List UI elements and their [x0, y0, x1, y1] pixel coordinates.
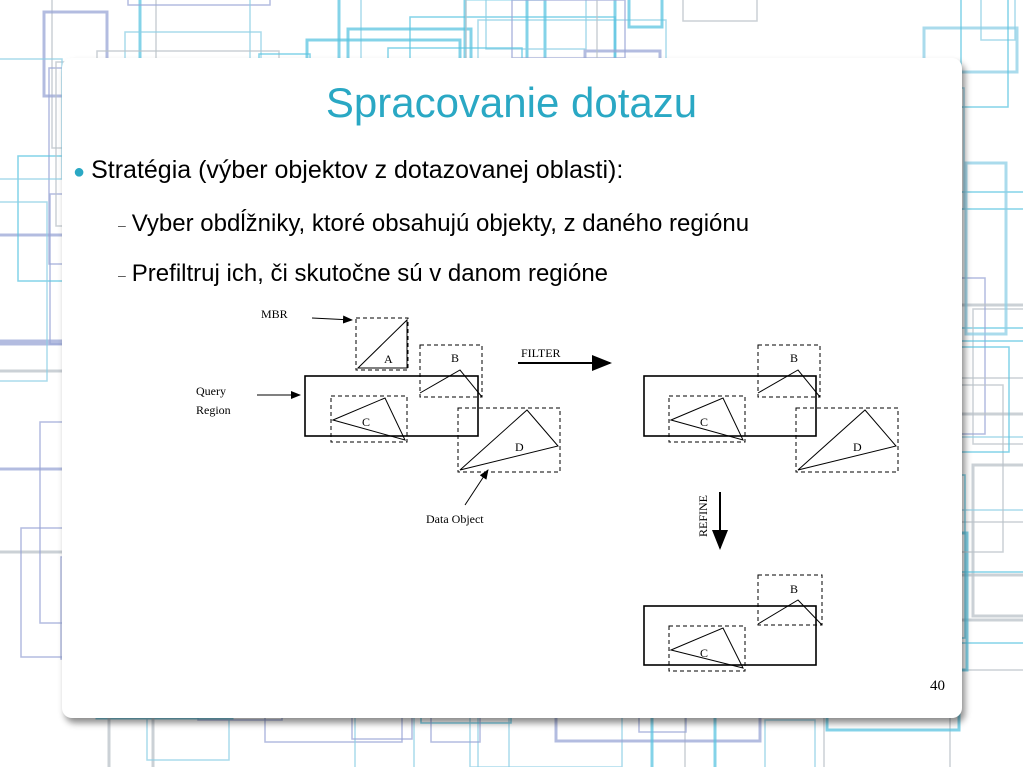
mbr-box-d-right: [796, 408, 898, 472]
label-b-left: B: [451, 351, 460, 365]
object-a: [358, 320, 407, 368]
label-c-right: C: [700, 415, 709, 429]
slide-title: Spracovanie dotazu: [325, 79, 698, 126]
dash-icon: –: [118, 266, 126, 283]
object-b-right: [758, 370, 820, 397]
bullet-dot-icon: ●: [73, 161, 86, 183]
data-object-label: Data Object: [426, 512, 484, 526]
page-number: 40: [930, 678, 945, 694]
query-region-bottom: [644, 606, 816, 665]
label-d-left: D: [515, 440, 524, 454]
query-region-right: [644, 376, 816, 436]
label-c-left: C: [362, 415, 371, 429]
mbr-arrow: [312, 318, 352, 320]
refine-label: REFINE: [696, 495, 710, 537]
mbr-box-d-left: [458, 408, 560, 472]
filter-label: FILTER: [521, 346, 561, 360]
mbr-label: MBR: [261, 307, 288, 321]
object-b-bottom: [758, 600, 822, 625]
mbr-box-b-right: [758, 345, 820, 397]
sub-bullet-text: Prefiltruj ich, či skutočne sú v danom regióne: [131, 260, 609, 287]
label-d-right: D: [853, 440, 862, 454]
label-a: A: [384, 352, 393, 366]
dash-icon: –: [118, 216, 126, 233]
object-d-left: [460, 410, 558, 470]
query-region-label-2: Region: [196, 403, 231, 417]
query-region-label-1: Query: [196, 384, 226, 398]
object-d-right: [798, 410, 896, 470]
label-b-right: B: [790, 351, 799, 365]
object-b-left: [420, 370, 482, 397]
data-object-arrow: [465, 470, 488, 505]
bullet-text: Stratégia (výber objektov z dotazovanej oblasti):: [91, 156, 624, 184]
label-b-bottom: B: [790, 582, 799, 596]
sub-bullet-text: Vyber obdĺžniky, ktoré obsahujú objekty, z daného regiónu: [131, 210, 750, 237]
label-c-bottom: C: [700, 646, 709, 660]
